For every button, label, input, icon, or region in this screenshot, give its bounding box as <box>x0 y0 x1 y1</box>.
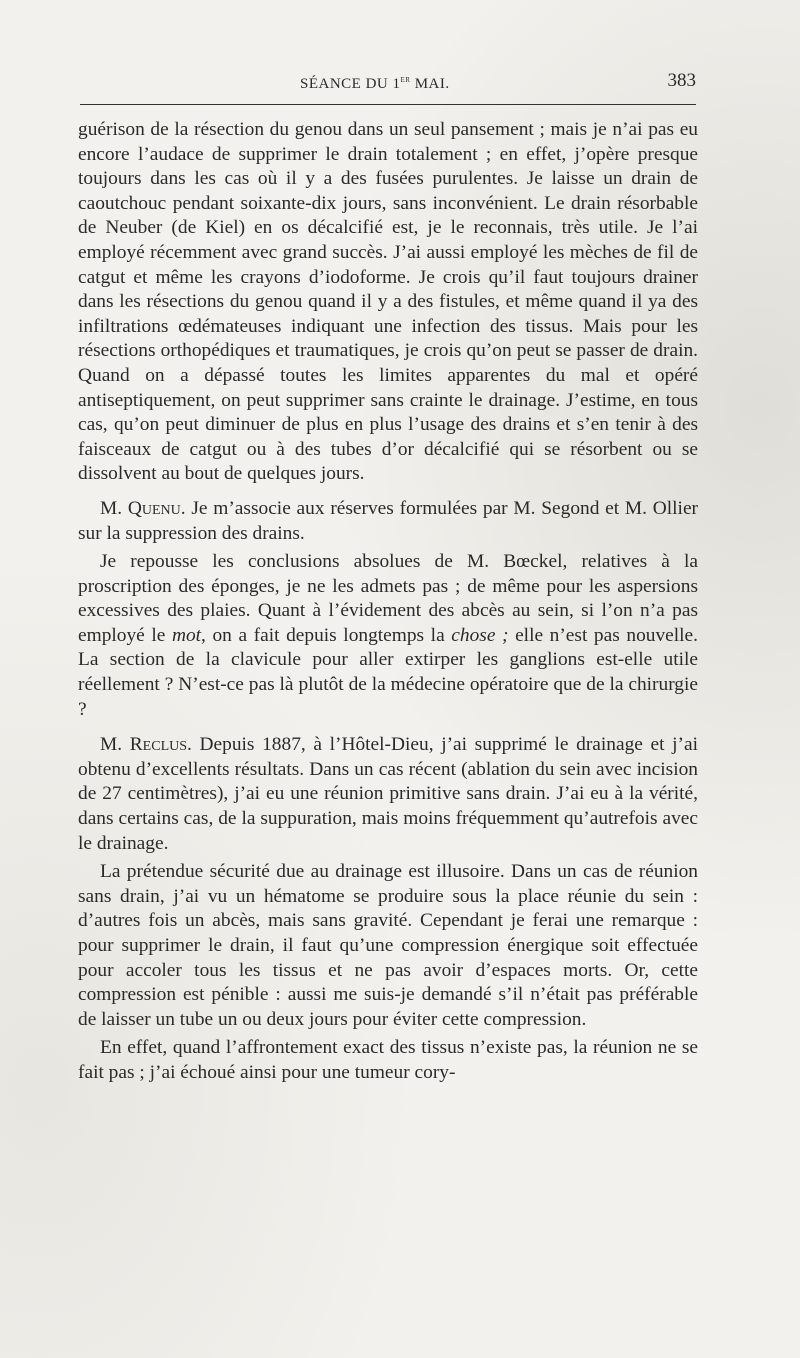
running-title: SÉANCE DU 1er MAI. <box>300 74 450 92</box>
page-number: 383 <box>667 70 696 91</box>
speaker-name: Reclus <box>129 734 188 756</box>
body-text <box>78 118 698 1086</box>
header-rule <box>80 104 696 105</box>
running-header <box>80 70 696 100</box>
paragraph-quenu-cont: Je repousse les conclusions absolues de M. Bœckel, relatives à la proscription des éponges, je ne les admets pas ; de même pour les aspersions excessives des plaies. Quant à l’évidement des abcès au sein, si l’on n’a pas employé le mot, on a fait depuis longtemps la chose ; elle n’est pas nouvelle. La section de la clavicule pour aller extirper les ganglions est-elle utile réellement ? N’est-ce pas là plutôt de la médecine opératoire que de la chirurgie ? <box>78 551 698 720</box>
paragraph-quenu: M. Quenu. Je m’associe aux réserves formulées par M. Segond et M. Ollier sur la suppression des drains. <box>78 497 699 544</box>
paragraph-drainage: La prétendue sécurité due au drainage est illusoire. Dans un cas de réunion sans drain, j’ai vu un hématome se produire sous la place réunie du sein : d’autres fois un abcès, mais sans gravité. Cependant je ferai une remarque : pour supprimer le drain, il faut qu’une compression énergique soit effectuée pour accoler tous les tissus et ne pas avoir d’espaces morts. Or, cette compression est pénible : aussi me suis-je demandé s’il n’était pas préférable de laisser un tube un ou deux jours pour éviter cette compression. <box>78 861 698 1030</box>
paragraph-continuation: guérison de la résection du genou dans un seul pansement ; mais je n’ai pas eu encore l’audace de supprimer le drain totalement ; en effet, j’opère presque toujours dans les cas où il y a des fusées purulentes. Je laisse un drain de caoutchouc pendant soixante-dix jours, sans inconvénient. Le drain résorbable de Neuber (de Kiel) en os décalcifié est, je le reconnais, très utile. Je l’ai employé récemment avec grand succès. J’ai aussi employé les mèches de fil de catgut et même les crayons d’iodoforme. Je crois qu’il faut toujours drainer dans les résections du genou quand il y a des fistules, et même quand il ya des infiltrations œdémateuses indiquant une infection des tissus. Mais pour les résections orthopédiques et traumatiques, je crois qu’on peut se passer de drain. Quand on a dépassé toutes les limites apparentes du mal et opéré antiseptiquement, on peut supprimer sans crainte le drainage. J’estime, en tous cas, qu’on peut diminuer de plus en plus l’usage des drains et s’en tenir à des faisceaux de catgut ou à des tubes d’or décalcifié qui se résorbent ou se dissolvent au bout de quelques jours. <box>78 119 698 485</box>
speaker-name: Quenu <box>127 497 181 519</box>
paragraph-reclus: M. Reclus. Depuis 1887, à l’Hôtel-Dieu, j’ai supprimé le drainage et j’ai obtenu d’excellents résultats. Dans un cas récent (ablation du sein avec incision de 27 centimètres), j’ai eu une réunion primitive sans drain. J’ai eu à la vérité, dans certains cas, de la suppuration, mais moins fréquemment qu’autrefois avec le drainage. <box>78 734 699 854</box>
paragraph-final: En effet, quand l’affrontement exact des tissus n’existe pas, la réunion ne se fait pas ; j’ai échoué ainsi pour une tumeur cory- <box>78 1037 698 1083</box>
